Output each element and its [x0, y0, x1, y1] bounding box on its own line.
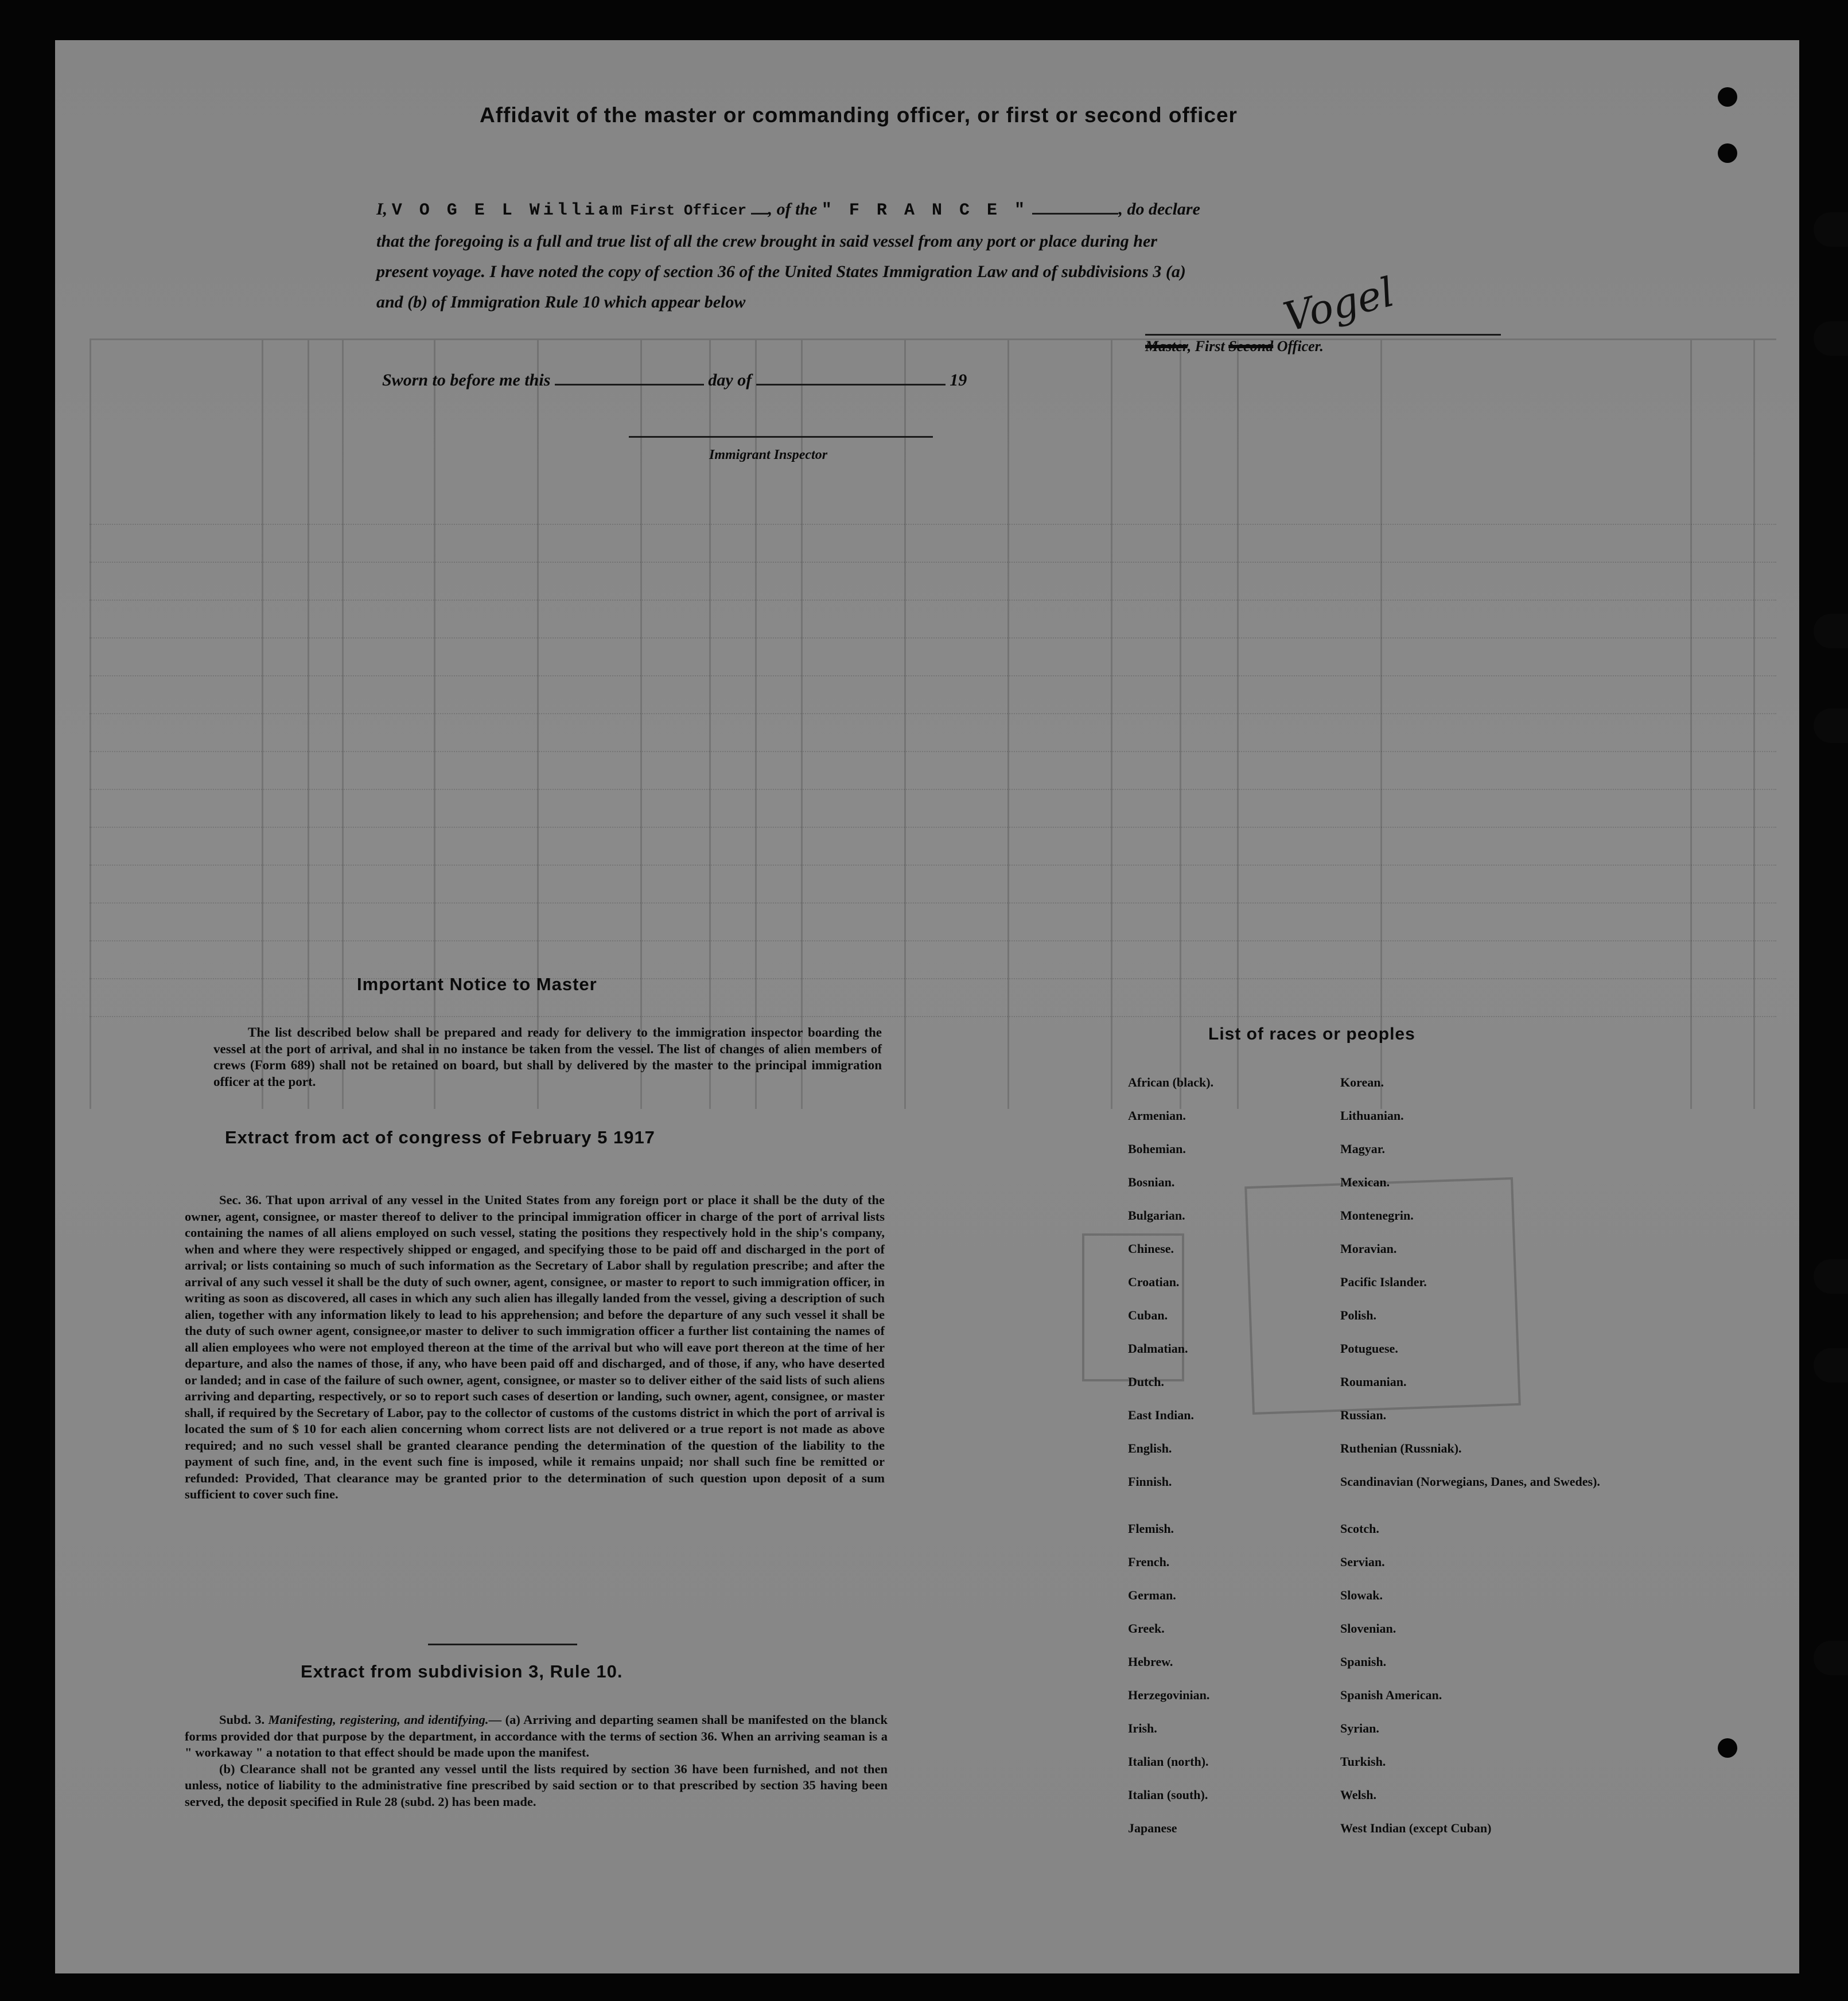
race-item: Turkish. [1340, 1754, 1386, 1769]
extract-rule-title: Extract from subdivision 3, Rule 10. [301, 1661, 623, 1681]
binding-tab [1814, 212, 1848, 247]
race-item: Bulgarian. [1128, 1208, 1185, 1223]
para-a [185, 1712, 888, 1761]
faint-stamp-right [1244, 1177, 1521, 1415]
blank-rank [751, 199, 768, 215]
officer-signature: Vogel [1278, 268, 1399, 341]
race-item: Montenegrin. [1340, 1208, 1414, 1223]
race-item: Moravian. [1340, 1241, 1397, 1256]
ghost-column-line [1380, 340, 1382, 1109]
ghost-row-line [90, 751, 1776, 752]
race-item: Japanese [1128, 1821, 1177, 1835]
affidavit-line-1 [376, 194, 1489, 226]
ghost-row-line [90, 865, 1776, 866]
ghost-column-line [1237, 340, 1239, 1109]
declare-text: , do declare [1118, 200, 1200, 219]
race-item: Croatian. [1128, 1275, 1180, 1289]
ghost-column-line [1111, 340, 1112, 1109]
subd-label: Subd. 3. [219, 1712, 265, 1727]
officer-first: , First [1187, 338, 1225, 355]
ghost-row-line [90, 599, 1776, 601]
ghost-column-line [1690, 340, 1692, 1109]
subd-heading: Manifesting, registering, and identifying. [268, 1712, 489, 1727]
officer-end: Officer. [1277, 338, 1324, 355]
race-item: Roumanian. [1340, 1375, 1407, 1389]
ghost-row-line [90, 902, 1776, 904]
binding-tab [1814, 1348, 1848, 1383]
race-item: Ruthenian (Russniak). [1340, 1441, 1462, 1455]
year-19: 19 [950, 371, 967, 390]
affidavit-i: I, [376, 200, 388, 219]
notice-body [213, 1025, 882, 1090]
race-item: Italian (north). [1128, 1754, 1209, 1769]
ghost-column-line [904, 340, 906, 1109]
binding-tab [1814, 321, 1848, 356]
immigrant-inspector-label: Immigrant Inspector [709, 447, 828, 462]
ghost-column-line [308, 340, 309, 1109]
races-title: List of races or peoples [1208, 1025, 1415, 1044]
race-item: Greek. [1128, 1621, 1165, 1636]
race-item: Dalmatian. [1128, 1341, 1188, 1356]
race-item: Pacific Islander. [1340, 1275, 1427, 1289]
ghost-row-line [90, 978, 1776, 979]
race-item: Scandinavian (Norwegians, Danes, and Swedes). [1340, 1474, 1600, 1489]
sec-label: Sec. 36. [219, 1193, 262, 1207]
binding-hole [1718, 1738, 1737, 1758]
race-item: Spanish. [1340, 1654, 1387, 1669]
inspector-signature-line [629, 436, 933, 438]
ghost-row-line [90, 1016, 1776, 1017]
ghost-column-line [90, 340, 91, 1109]
ghost-column-line [640, 340, 642, 1109]
officer-title-line [1145, 334, 1501, 355]
binding-hole [1718, 87, 1737, 107]
binding-tab [1814, 614, 1848, 648]
binding-tab [1814, 1259, 1848, 1294]
race-item: Syrian. [1340, 1721, 1379, 1735]
race-item: Spanish American. [1340, 1688, 1442, 1702]
race-item: Mexican. [1340, 1175, 1390, 1189]
para-b-text: (b) Clearance shall not be granted any vessel until the lists required by section 36 have been furnished, and not then unless, notice of liability to the administrative fine prescribed by said section or to that prescribed by section 35 having been served, the deposit specified in Rule 28 (subd. 2) has been made. [185, 1761, 888, 1809]
ghost-table-grid [90, 338, 1776, 1109]
officer-name: V O G E L William [391, 201, 626, 220]
race-item: Herzegovinian. [1128, 1688, 1210, 1702]
race-item: Scotch. [1340, 1521, 1379, 1536]
affidavit-title: Affidavit of the master or commanding officer, or first or second officer [480, 103, 1238, 127]
para-a-text: — (a) Arriving and departing seamen shall be manifested on the blanck forms provided dor that purpose by the department, in accordance with the terms of section 36. When an arriving seaman is a " workaway " a notation to that effect should be made upon the manifest. [185, 1712, 888, 1759]
affidavit-line-4: and (b) of Immigration Rule 10 which appear below [376, 293, 746, 312]
of-the-text: , of the [768, 200, 818, 219]
para-b [185, 1761, 888, 1811]
ghost-column-line [262, 340, 263, 1109]
extract-act-body [185, 1192, 885, 1503]
affidavit-line-3: present voyage. I have noted the copy of section 36 of the United States Immigration Law and of subdivisions 3 (a) [376, 262, 1186, 281]
race-item: East Indian. [1128, 1408, 1194, 1422]
ghost-row-line [90, 637, 1776, 639]
sworn-prefix: Sworn to before me this [382, 371, 551, 390]
ghost-row-line [90, 940, 1776, 941]
day-of: day of [708, 371, 752, 390]
notice-text: The list described below shall be prepared and ready for delivery to the immigration inspector boarding the vessel at the port of arrival, and shal in no instance be taken from the vessel. The list of changes of alien members of crews (Form 689) shall not be retained on board, but shall by delivered by the master to the principal immigration officer at the port. [213, 1025, 882, 1089]
affidavit-line-2: that the foregoing is a full and true list of all the crew brought in said vessel from any port or place during her [376, 232, 1157, 251]
race-item: French. [1128, 1555, 1170, 1569]
ghost-row-line [90, 789, 1776, 790]
race-item: Slovenian. [1340, 1621, 1396, 1636]
officer-rank: First Officer [630, 202, 747, 219]
sec36-text: That upon arrival of any vessel in the United States from any foreign port or place it shall be the duty of the owner, agent, consignee, or master thereof to deliver to the principal immigration officer in charge of the port of arrival lists containing the names of all aliens employed on such vessel, stating the positions they respectively hold in the ship's company, when and where they were respectively shipped or engaged, and specifying those to be paid off and discharged in the port of arrival; or lists containing so much of such information as the Secretary of Labor shall by regulation prescribe; and after the arrival of any such vessel it shall be the duty of such owner, agent, consignee, or master to report to such immigration officer, in writing as soon as discovered, all cases in which any such alien has illegally landed from the vessel, giving a description of such alien, together with any information likely to lead to his apprehension; and before the departure of any such vessel it shall be the duty of such owner agent, consignee,or master to deliver to such immigration officer a further list containing the names of all alien employees who were not employed thereon at the time of the arrival but who will eave port thereon at the time of her departure, and also the names of those, if any, who have been paid off and discharged, and of those, if any, who have deserted or landed; and in case of the failure of such owner, agent, consignee, or master so to deliver either of the said lists of such aliens arriving and departing, respectively, or so to report such cases of desertion or landing, such owner, agent, consignee, or master shall, if required by the Secretary of Labor, pay to the collector of customs of the customs district in which the port of arrival is located the sum of $ 10 for each alien concerning whom correct lists are not delivered or a true report is not made as above required; and no such vessel shall be granted clearance pending the determination of the question of the liability to the payment of such fine, and, in the event such fine is imposed, while it remains unpaid; nor shall such fine be remitted or refunded: Provided, That clearance may be granted prior to the determination of such question upon deposit of a sum sufficient to cover such fine. [185, 1193, 885, 1501]
ghost-column-line [1180, 340, 1181, 1109]
notice-title: Important Notice to Master [357, 974, 597, 994]
binding-tab [1814, 708, 1848, 743]
ghost-column-line [1007, 340, 1009, 1109]
race-item: West Indian (except Cuban) [1340, 1821, 1492, 1835]
race-item: Potuguese. [1340, 1341, 1398, 1356]
race-item: Welsh. [1340, 1788, 1376, 1802]
extract-act-title: Extract from act of congress of February 5 1917 [225, 1127, 655, 1147]
extract-rule-body [185, 1712, 888, 1810]
race-item: Cuban. [1128, 1308, 1168, 1322]
blank-vessel [1032, 199, 1118, 215]
race-item: Magyar. [1340, 1142, 1386, 1156]
race-item: Bohemian. [1128, 1142, 1186, 1156]
ghost-row-line [90, 524, 1776, 525]
race-item: Lithuanian. [1340, 1108, 1404, 1123]
race-item: German. [1128, 1588, 1176, 1602]
sworn-line [382, 370, 1185, 390]
race-item: Armenian. [1128, 1108, 1186, 1123]
ghost-row-line [90, 713, 1776, 714]
race-item: African (black). [1128, 1075, 1214, 1089]
race-item: Slowak. [1340, 1588, 1383, 1602]
race-item: Dutch. [1128, 1375, 1164, 1389]
race-item: Servian. [1340, 1555, 1385, 1569]
race-item: Bosnian. [1128, 1175, 1175, 1189]
ghost-column-line [342, 340, 344, 1109]
faint-stamp-left [1082, 1233, 1184, 1381]
race-item: Chinese. [1128, 1241, 1174, 1256]
vessel-name: " F R A N C E " [821, 201, 1028, 220]
binding-tab [1814, 1641, 1848, 1675]
ghost-row-line [90, 562, 1776, 563]
race-item: Korean. [1340, 1075, 1384, 1089]
section-divider [428, 1644, 577, 1645]
ghost-column-line [1753, 340, 1755, 1109]
manifest-page [55, 40, 1799, 1973]
race-item: Finnish. [1128, 1474, 1172, 1489]
ghost-row-line [90, 827, 1776, 828]
race-item: Italian (south). [1128, 1788, 1208, 1802]
blank-month [756, 370, 946, 386]
race-item: Russian. [1340, 1408, 1387, 1422]
struck-master: Master [1145, 338, 1188, 355]
ghost-row-line [90, 675, 1776, 676]
struck-second: Second [1228, 338, 1274, 355]
race-item: English. [1128, 1441, 1172, 1455]
binding-hole [1718, 143, 1737, 163]
race-item: Flemish. [1128, 1521, 1174, 1536]
blank-day [555, 370, 704, 386]
race-item: Polish. [1340, 1308, 1376, 1322]
race-item: Irish. [1128, 1721, 1157, 1735]
race-item: Hebrew. [1128, 1654, 1173, 1669]
